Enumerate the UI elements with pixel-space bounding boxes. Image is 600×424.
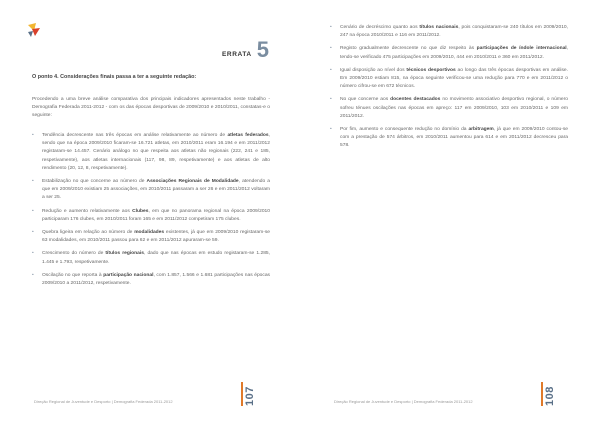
left-bullet-list (32, 132, 270, 288)
page-number (244, 382, 258, 406)
section-heading: O ponto 4. Considerações finais passa a ter a seguinte redação: (32, 74, 197, 80)
right-page (300, 0, 600, 424)
page-number-text: 107 (244, 386, 256, 406)
bullet-item: • Estabilização no que concerne ao número de Associações Regionais de Modalidade, atendendo a que em 2009/2010 existiam 25 associações, em 2010/2011 passaram a ser 26 e em 2011/2012 voltaram a ser 25. (32, 178, 270, 203)
bullet-item: • Igual disposição ao nível dos técnicos desportivos ao longo das três épocas desportivas em análise. Em 2009/2010 estiam 815, na época seguinte verificou-se uma redução para 770 e em 2011/2012 o número cifrou-se em 672 técnicos. (330, 67, 568, 92)
right-bullet-list (330, 24, 568, 151)
page-number-text: 108 (544, 386, 556, 406)
page-footer: Direção Regional de Juventude e Desporto | Demografia Federada 2011-2012 (34, 399, 173, 404)
errata-number: 5 (256, 37, 269, 62)
drjd-logo-icon (26, 22, 42, 38)
errata-label: ERRATA (222, 51, 252, 58)
bullet-item: • Registo gradualmente decrescente no que diz respeito às participações de índole internacional, tendo-se verificado 475 participações em 2009/2010, 444 em 2010/2011 e 360 em 2011/2012. (330, 45, 568, 61)
bullet-item: • Redução e aumento relativamente aos Clubes, em que no panorama regional na época 2009/2010 participaram 176 clubes, em 2010/2011 foram 165 e em 2011/2012 competiram 175 clubes. (32, 208, 270, 224)
page-number (544, 382, 558, 406)
bullet-item: • No que concerne aos docentes destacados no movimento associativo desportivo regional, o número sofreu ténues oscilações nas épocas em apreço: 117 em 2009/2010, 103 em 2010/2011 e 109 em 2011/2012. (330, 96, 568, 121)
page-number-bar (241, 382, 243, 406)
intro-paragraph: Procedendo a uma breve análise comparativa dos principais indicadores apresentados neste trabalho - Demografia Federada 2011-2012 - com os das épocas desportivas de 2009/2010 e 2010/2011, constatas-e o seguinte: (32, 97, 270, 119)
errata-header (222, 37, 269, 62)
bullet-item: • Tendência decrescente nas três épocas em análise relativamente ao número de atletas federados, sendo que na época 2009/2010 ficaram-se 16.721 atletas, em 2010/2011 eram 16.194 e em 2011/2012 registaram-se 14.457. Cenário análogo no que respeita aos atletas não regionais (222, 241 e 185, respetivamente), aos atletas internacionais (117, 98, 89, respetivamente) e aos atletas de alto rendimento (20, 12, 8, respetivamente). (32, 132, 270, 173)
bullet-item: • Cenário de decréscimo quanto aos títulos nacionais, pois conquistaram-se 240 títulos em 2009/2010, 247 na época 2010/2011 e 116 em 2011/2012. (330, 24, 568, 40)
bullet-item: • Crescimento do número de títulos regionais, dado que nas épocas em estudo registaram-se 1.285, 1.445 e 1.793, respetivamente. (32, 250, 270, 266)
page-footer: Direção Regional de Juventude e Desporto | Demografia Federada 2011-2012 (334, 399, 473, 404)
bullet-item: • Oscilação no que reporta à participação nacional, com 1.857, 1.566 e 1.681 participações nas épocas 2009/2010 a 2011/2012, respetivamente. (32, 272, 270, 288)
bullet-item: • Por fim, aumento e consequente redução no domínio da arbitragem, já que em 2009/2010 contou-se com a prestação de 574 árbitros, em 2010/2011 aumentou para 614 e em 2011/2012 decresceu para 578. (330, 126, 568, 151)
bullet-item: • Quebra ligeira em relação ao número de modalidades existentes, já que em 2009/2010 registaram-se 63 modalidades, em 2010/2011 passou para 62 e em 2011/2012 apuraram-se 59. (32, 229, 270, 245)
page-number-bar (541, 382, 543, 406)
